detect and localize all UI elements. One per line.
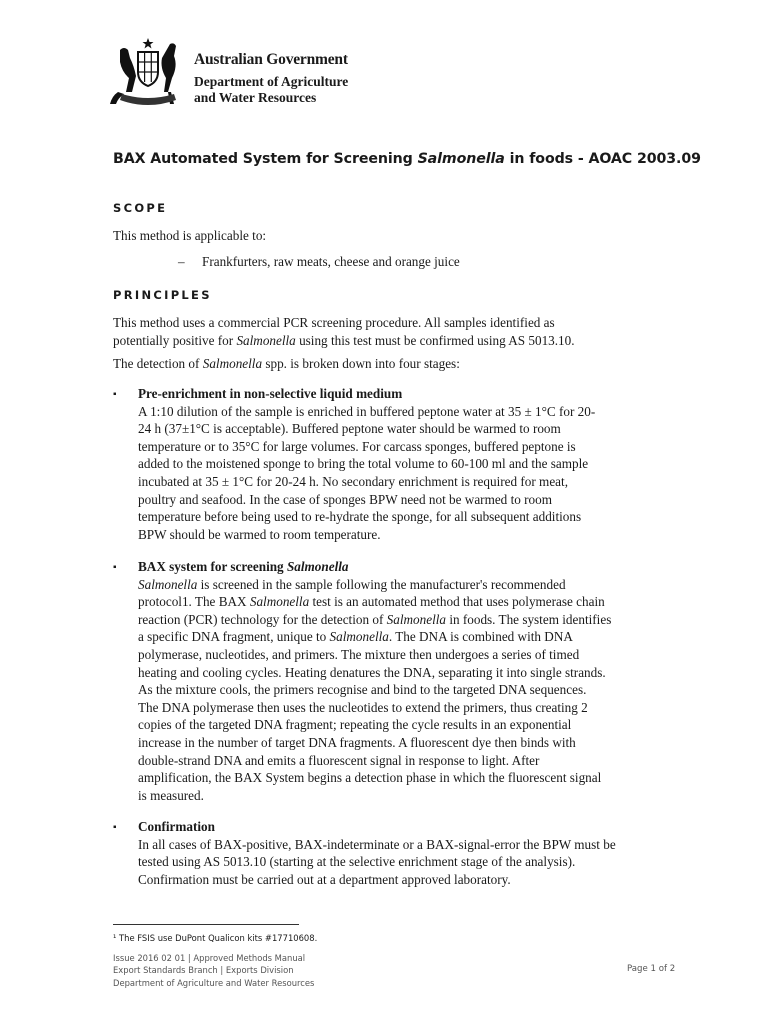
scope-heading: SCOPE bbox=[113, 201, 168, 215]
department-name-line1: Department of Agriculture bbox=[194, 74, 349, 89]
principles-paragraph-2: The detection of Salmonella spp. is broken down into four stages: bbox=[113, 356, 460, 371]
bullet-marker: ▪ bbox=[113, 562, 117, 573]
principles-heading: PRINCIPLES bbox=[113, 288, 212, 302]
department-name-line2: and Water Resources bbox=[194, 90, 317, 105]
document-title: BAX Automated System for Screening Salmonella in foods - AOAC 2003.09 bbox=[113, 151, 701, 167]
footnote-divider bbox=[113, 924, 299, 925]
principles-paragraph-1: This method uses a commercial PCR screening procedure. All samples identified as potentially positive for Salmonella using this test must be confirmed using AS 5013.10. bbox=[113, 315, 575, 348]
page-footer bbox=[113, 952, 314, 989]
footer-department: Department of Agriculture and Water Resources bbox=[113, 977, 315, 988]
list-item-bax-system: BAX system for screening Salmonella Salmonella is screened in the sample following the manufacturer's recommended protocol1. The BAX Salmonella test is an automated method that uses polymerase chain reaction (PCR) technology for the detection of Salmonella in foods. The system identifies a specific DNA fragment, unique to Salmonella. The DNA is combined with DNA polymerase, nucleotides, and primers. The mixture then undergoes a series of timed heating and cooling cycles. Heating denatures the DNA, separating it into single strands. As the mixture cools, the primers recognise and bind to the targeted DNA sequences. The DNA polymerase then uses the nucleotides to extend the primers, thus creating 2 copies of the targeted DNA fragment; repeating the cycle results in an exponential increase in the number of target DNA fragments. A fluorescent dye then binds with double-strand DNA and emits a fluorescent signal in response to light. After amplification, the BAX System begins a detection phase in which the fluorescent signal is measured. bbox=[138, 559, 612, 803]
bullet-marker: ▪ bbox=[113, 822, 117, 833]
footer-issue: Issue 2016 02 01 | Approved Methods Manual bbox=[113, 953, 306, 963]
scope-list-item: – Frankfurters, raw meats, cheese and orange juice bbox=[178, 254, 460, 269]
agency-name: Australian Government bbox=[194, 51, 348, 68]
scope-intro: This method is applicable to: bbox=[113, 228, 267, 243]
footnote: ¹ The FSIS use DuPont Qualicon kits #17710608. bbox=[113, 933, 318, 943]
bullet-marker: ▪ bbox=[113, 389, 117, 400]
page-number: Page 1 of 2 bbox=[627, 964, 676, 974]
list-item-confirmation: Confirmation In all cases of BAX-positive, BAX-indeterminate or a BAX-signal-error the BPW must be tested using AS 5013.10 (starting at the selective enrichment stage of the analysis). Confirmation must be carried out at a department approved laboratory. bbox=[138, 819, 616, 887]
coat-of-arms-logo bbox=[108, 36, 188, 108]
list-item-pre-enrichment: Pre-enrichment in non-selective liquid medium A 1:10 dilution of the sample is enriched in buffered peptone water at 35 ± 1°C for 20- 24 h (37±1°C is acceptable). Buffered peptone water should be warmed to room temperature or to 35°C for large volumes. For carcass sponges, buffered peptone is added to the moistened sponge to bring the total volume to 60-100 ml and the sample incubated at 35 ± 1°C for 20-24 h. No secondary enrichment is required for meat, poultry and seafood. In the case of sponges BPW need not be warmed to room temperature before being used to re-hydrate the sponge, for all subsequent additions BPW should be warmed to room temperature. bbox=[138, 386, 596, 542]
dash-marker: – bbox=[178, 254, 185, 269]
footer-branch: Export Standards Branch | Exports Division bbox=[113, 965, 294, 976]
